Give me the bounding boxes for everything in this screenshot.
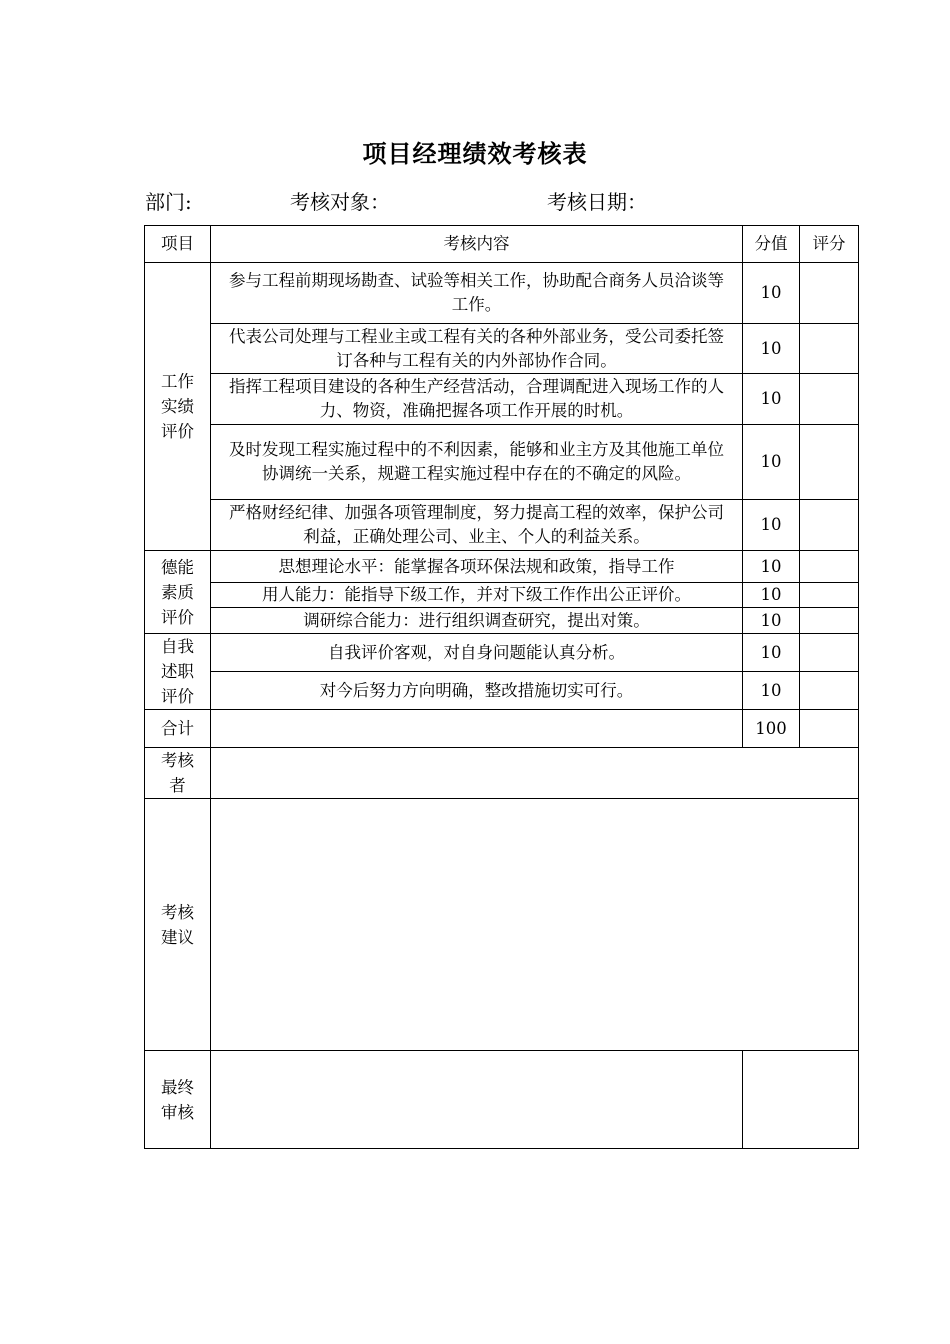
evaluation-table [144, 225, 859, 1149]
table-row [145, 583, 859, 608]
score-value: 10 [743, 634, 800, 672]
rating-cell[interactable] [800, 374, 859, 425]
score-value: 10 [743, 500, 800, 551]
table-row [145, 608, 859, 634]
final-row [145, 1051, 859, 1149]
rating-cell[interactable] [800, 263, 859, 324]
score-value: 10 [743, 608, 800, 634]
score-value: 10 [743, 425, 800, 500]
header-content: 考核内容 [211, 226, 743, 263]
total-content-cell [211, 710, 743, 748]
score-value: 10 [743, 263, 800, 324]
department-label: 部门: [145, 190, 192, 214]
score-value: 10 [743, 374, 800, 425]
target-label: 考核对象： [290, 190, 390, 214]
criterion-text: 严格财经纪律、加强各项管理制度，努力提高工程的效率，保护公司利益，正确处理公司、业主、个人的利益关系。 [211, 500, 743, 551]
table-row [145, 634, 859, 672]
criterion-text: 代表公司处理与工程业主或工程有关的各种外部业务，受公司委托签订各种与工程有关的内外部协作合同。 [211, 324, 743, 374]
header-item: 项目 [145, 226, 211, 263]
table-row [145, 374, 859, 425]
criterion-text: 指挥工程项目建设的各种生产经营活动，合理调配进入现场工作的人力、物资，准确把握各项工作开展的时机。 [211, 374, 743, 425]
reviewer-row [145, 748, 859, 799]
total-row [145, 710, 859, 748]
rating-cell[interactable] [800, 608, 859, 634]
table-row [145, 500, 859, 551]
page-title: 项目经理绩效考核表 [362, 139, 588, 168]
table-row [145, 263, 859, 324]
reviewer-field[interactable] [211, 748, 859, 799]
score-value: 10 [743, 583, 800, 608]
category-quality: 德能 素质 评价 [145, 551, 211, 634]
header-rating: 评分 [800, 226, 859, 263]
rating-cell[interactable] [800, 551, 859, 583]
criterion-text: 调研综合能力：进行组织调查研究，提出对策。 [211, 608, 743, 634]
category-self: 自我 述职 评价 [145, 634, 211, 710]
rating-cell[interactable] [800, 500, 859, 551]
criterion-text: 参与工程前期现场勘查、试验等相关工作，协助配合商务人员洽谈等工作。 [211, 263, 743, 324]
total-label: 合计 [145, 710, 211, 748]
table-row [145, 425, 859, 500]
rating-cell[interactable] [800, 425, 859, 500]
final-signature-field[interactable] [743, 1051, 859, 1149]
suggestion-row [145, 799, 859, 1051]
table-row [145, 672, 859, 710]
final-review-field[interactable] [211, 1051, 743, 1149]
date-label: 考核日期： [547, 190, 647, 214]
table-row [145, 551, 859, 583]
header-score: 分值 [743, 226, 800, 263]
category-work: 工作 实绩 评价 [145, 263, 211, 551]
criterion-text: 用人能力：能指导下级工作，并对下级工作作出公正评价。 [211, 583, 743, 608]
criterion-text: 及时发现工程实施过程中的不利因素，能够和业主方及其他施工单位协调统一关系，规避工程实施过程中存在的不确定的风险。 [211, 425, 743, 500]
criterion-text: 对今后努力方向明确，整改措施切实可行。 [211, 672, 743, 710]
criterion-text: 思想理论水平：能掌握各项环保法规和政策，指导工作 [211, 551, 743, 583]
rating-cell[interactable] [800, 583, 859, 608]
total-rating-cell[interactable] [800, 710, 859, 748]
score-value: 10 [743, 324, 800, 374]
rating-cell[interactable] [800, 634, 859, 672]
suggestion-label: 考核 建议 [145, 799, 211, 1051]
total-score: 100 [743, 710, 800, 748]
final-label: 最终 审核 [145, 1051, 211, 1149]
header-row [145, 226, 859, 263]
table-row [145, 324, 859, 374]
score-value: 10 [743, 672, 800, 710]
score-value: 10 [743, 551, 800, 583]
suggestion-field[interactable] [211, 799, 859, 1051]
rating-cell[interactable] [800, 672, 859, 710]
reviewer-label: 考核 者 [145, 748, 211, 799]
criterion-text: 自我评价客观，对自身问题能认真分析。 [211, 634, 743, 672]
rating-cell[interactable] [800, 324, 859, 374]
